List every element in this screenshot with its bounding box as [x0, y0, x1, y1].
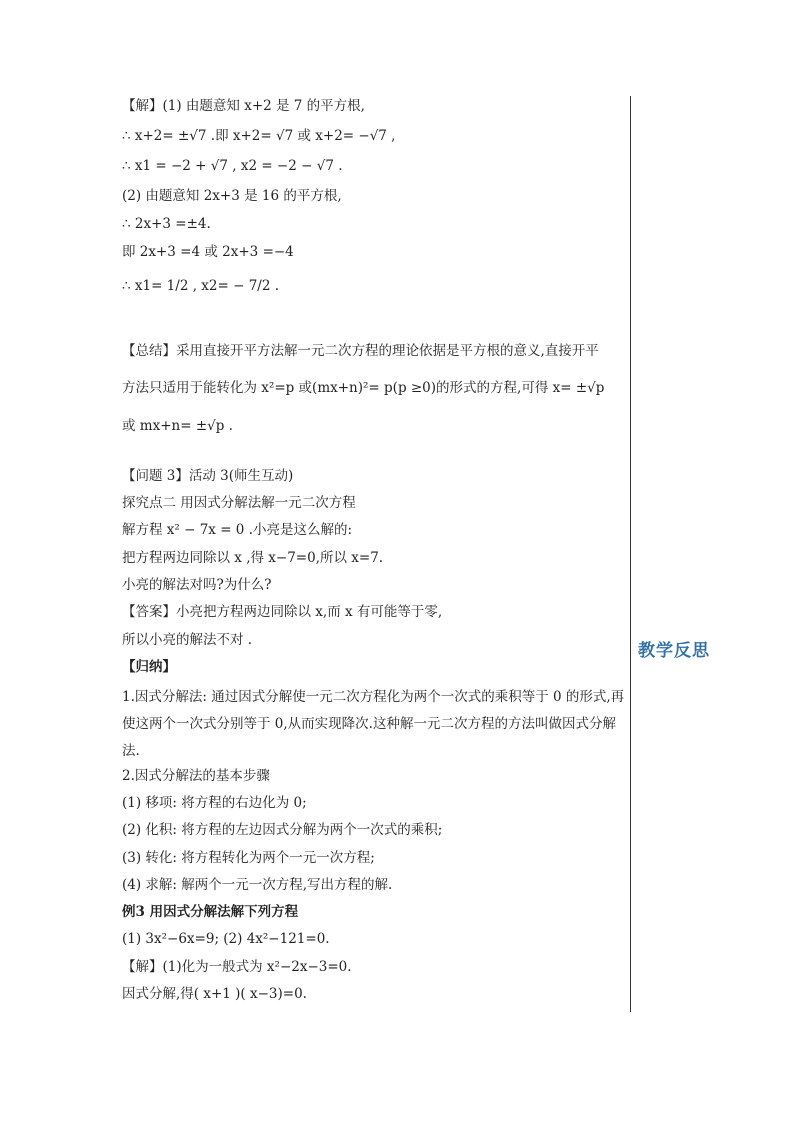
example-3-heading: 例3 用因式分解法解下列方程 [122, 904, 299, 920]
xiaoliang-solution: 把方程两边同除以 x ,得 x−7=0,所以 x=7. [122, 550, 384, 566]
summary-line-2: 方法只适用于能转化为 x²=p 或(mx+n)²= p(p ≥0)的形式的方程,可得 x= ±√p [122, 380, 605, 396]
solution-line-7: ∴ x1= 1/2 , x2= − 7/2 . [122, 278, 280, 294]
summary-line-3: 或 mx+n= ±√p . [122, 418, 233, 434]
question-3-heading: 【问题 3】活动 3(师生互动) [122, 468, 294, 484]
factorization-definition: 1.因式分解法: 通过因式分解使一元二次方程化为两个一次式的乘积等于 0 的形式,再使这两个一次式分别等于 0,从而实现降次.这种解一元二次方程的方法叫做因式分解法. [122, 689, 625, 759]
step-1: (1) 移项: 将方程的右边化为 0; [122, 795, 307, 811]
solution-line-3: ∴ x1 = −2 + √7 , x2 = −2 − √7 . [122, 158, 343, 174]
question-why: 小亮的解法对吗?为什么? [122, 577, 272, 593]
summary-line-1: 【总结】采用直接开平方法解一元二次方程的理论依据是平方根的意义,直接开平 [122, 343, 599, 359]
steps-heading: 2.因式分解法的基本步骤 [122, 768, 270, 784]
step-2: (2) 化积: 将方程的左边因式分解为两个一次式的乘积; [122, 822, 443, 838]
step-4: (4) 求解: 解两个一元一次方程,写出方程的解. [122, 877, 393, 893]
solution-line-4: (2) 由题意知 2x+3 是 16 的平方根, [122, 188, 342, 204]
answer-line-2: 所以小亮的解法不对 . [122, 632, 253, 648]
solution-line-5: ∴ 2x+3 =±4. [122, 216, 211, 232]
answer-line-1: 【答案】小亮把方程两边同除以 x,而 x 有可能等于零, [122, 604, 443, 620]
step-3: (3) 转化: 将方程转化为两个一元一次方程; [122, 850, 375, 866]
explore-point-2: 探究点二 用因式分解法解一元二次方程 [122, 495, 356, 511]
example-3-solution-2: 因式分解,得( x+1 )( x−3)=0. [122, 986, 307, 1002]
example-3-solution-1: 【解】(1)化为一般式为 x²−2x−3=0. [122, 959, 352, 975]
solution-line-1: 【解】(1) 由题意知 x+2 是 7 的平方根, [122, 98, 365, 114]
teaching-reflection-label: 教学反思 [638, 641, 710, 661]
column-divider [630, 96, 631, 1012]
example-3-equations: (1) 3x²−6x=9; (2) 4x²−121=0. [122, 931, 330, 947]
solution-line-2: ∴ x+2= ±√7 .即 x+2= √7 或 x+2= −√7 , [122, 128, 396, 144]
summary-heading: 【归纳】 [122, 659, 176, 675]
solution-line-6: 即 2x+3 =4 或 2x+3 =−4 [122, 244, 294, 260]
example-equation: 解方程 x² − 7x = 0 .小亮是这么解的: [122, 522, 353, 538]
